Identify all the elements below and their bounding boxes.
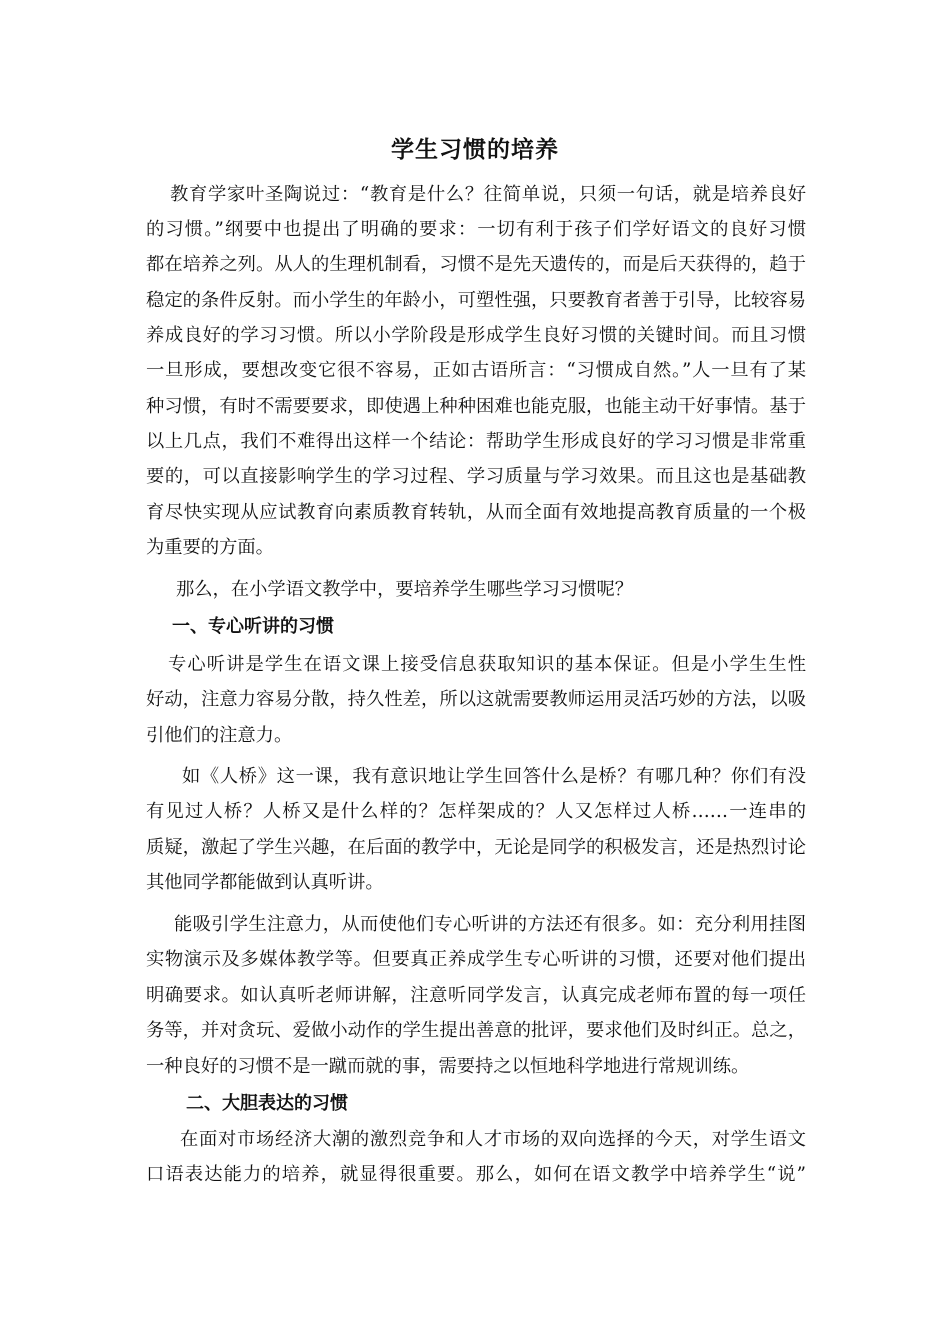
text-line: 以上几点，我们不难得出这样一个结论：帮助学生形成良好的学习习惯是非常重 (146, 431, 806, 452)
text-line: 为重要的方面。 (146, 537, 274, 558)
text-line: 种习惯，有时不需要要求，即使遇上种种困难也能克服，也能主动干好事情。基于 (146, 396, 806, 417)
text-line: 一旦形成，要想改变它很不容易，正如古语所言：“习惯成自然。”人一旦有了某 (146, 360, 806, 381)
text-line: 有见过人桥？人桥又是什么样的？怎样架成的？人又怎样过人桥……一连串的 (146, 801, 806, 822)
text-line: 养成良好的学习习惯。所以小学阶段是形成学生良好习惯的关键时间。而且习惯 (146, 325, 806, 346)
text-line: 好动，注意力容易分散，持久性差，所以这就需要教师运用灵活巧妙的方法，以吸 (146, 689, 806, 710)
text-line: 明确要求。如认真听老师讲解，注意听同学发言，认真完成老师布置的每一项任 (146, 985, 806, 1006)
page-title: 学生习惯的培养 (391, 137, 559, 163)
text-line: 专心听讲是学生在语文课上接受信息获取知识的基本保证。但是小学生生性 (168, 654, 806, 675)
text-line: 如《人桥》这一课，我有意识地让学生回答什么是桥？有哪几种？你们有没 (182, 766, 806, 787)
section-heading: 一、专心听讲的习惯 (172, 616, 334, 637)
text-line: 育尽快实现从应试教育向素质教育转轨，从而全面有效地提高教育质量的一个极 (146, 502, 806, 523)
text-line: 口语表达能力的培养，就显得很重要。那么，如何在语文教学中培养学生“说” (146, 1164, 806, 1185)
text-line: 其他同学都能做到认真听讲。 (146, 872, 384, 893)
text-line: 那么，在小学语文教学中，要培养学生哪些学习习惯呢？ (176, 579, 634, 600)
text-line: 质疑，激起了学生兴趣，在后面的教学中，无论是同学的积极发言，还是热烈讨论 (146, 837, 806, 858)
text-line: 实物演示及多媒体教学等。但要真正养成学生专心听讲的习惯，还要对他们提出 (146, 949, 806, 970)
text-line: 都在培养之列。从人的生理机制看，习惯不是先天遗传的，而是后天获得的，趋于 (146, 254, 806, 275)
text-line: 务等，并对贪玩、爱做小动作的学生提出善意的批评，要求他们及时纠正。总之， (146, 1020, 806, 1041)
text-line: 一种良好的习惯不是一蹴而就的事，需要持之以恒地科学地进行常规训练。 (146, 1056, 750, 1077)
text-line: 的习惯。”纲要中也提出了明确的要求：一切有利于孩子们学好语文的良好习惯 (146, 219, 806, 240)
text-line: 能吸引学生注意力，从而使他们专心听讲的方法还有很多。如：充分利用挂图 (174, 914, 806, 935)
section-heading: 二、大胆表达的习惯 (186, 1093, 348, 1114)
text-line: 引他们的注意力。 (146, 725, 293, 746)
text-line: 稳定的条件反射。而小学生的年龄小，可塑性强，只要教育者善于引导，比较容易 (146, 290, 806, 311)
text-line: 教育学家叶圣陶说过：“教育是什么？往简单说，只须一句话，就是培养良好 (170, 184, 806, 205)
text-line: 要的，可以直接影响学生的学习过程、学习质量与学习效果。而且这也是基础教 (146, 466, 806, 487)
text-line: 在面对市场经济大潮的激烈竞争和人才市场的双向选择的今天，对学生语文 (180, 1129, 806, 1150)
